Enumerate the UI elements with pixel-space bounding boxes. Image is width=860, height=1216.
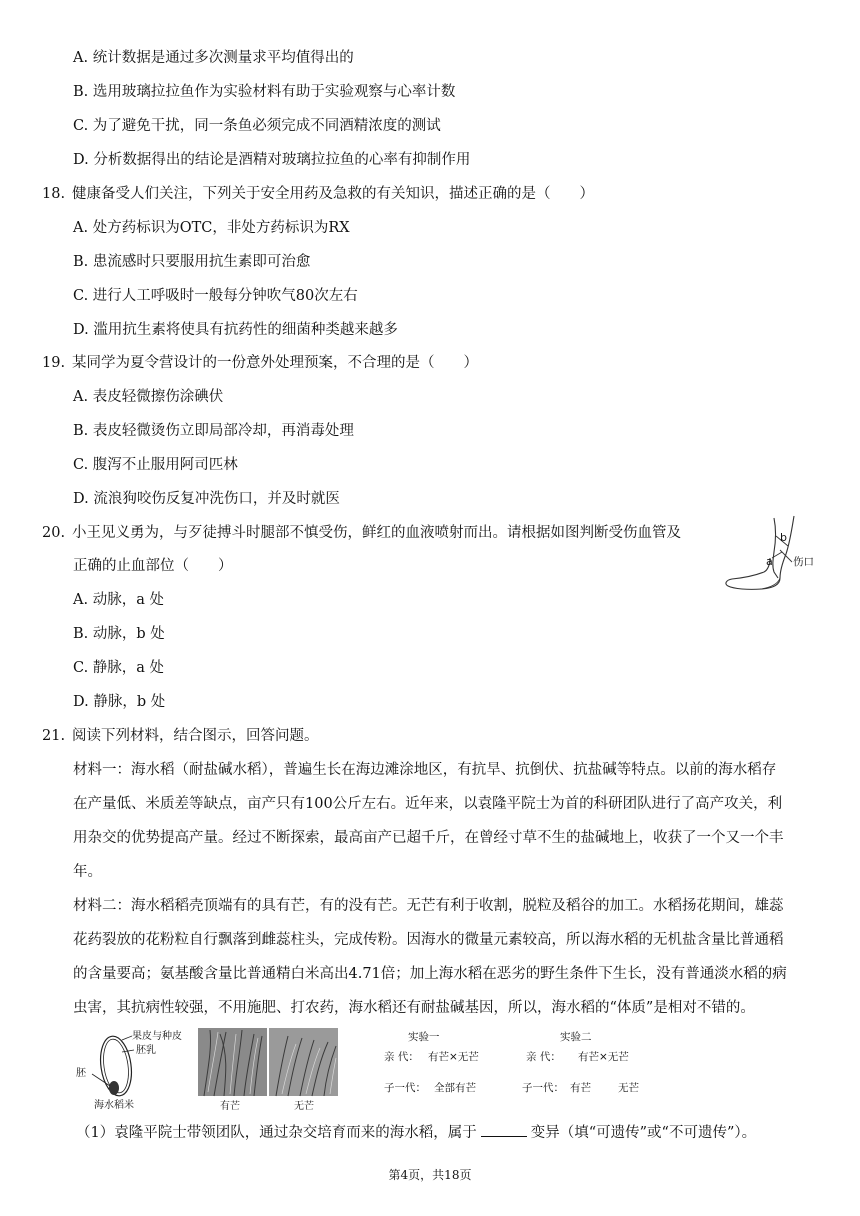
label-endosperm: 胚乳 bbox=[136, 1045, 156, 1056]
exp1-parent-value: 有芒×无芒 bbox=[428, 1051, 479, 1063]
q18-stem-text: 健康备受人们关注，下列关于安全用药及急救的有关知识，描述正确的是（ ） bbox=[72, 186, 594, 202]
q19-option-c: C. 腹泻不止服用阿司匹林 bbox=[73, 457, 238, 473]
q18-option-d: D. 滥用抗生素将使具有抗药性的细菌种类越来越多 bbox=[73, 322, 398, 338]
leg-wound-figure bbox=[722, 512, 822, 594]
q19-option-b: B. 表皮轻微烫伤立即局部冷却，再消毒处理 bbox=[73, 423, 354, 439]
photo-awnless bbox=[269, 1028, 338, 1096]
q18-option-c: C. 进行人工呼吸时一般每分钟吹气80次左右 bbox=[73, 288, 358, 304]
material2-line3: 的含量要高；氨基酸含量比普通精白米高出4.71倍；加上海水稻在恶劣的野生条件下生长，没有普通淡水稻的病 bbox=[73, 966, 787, 982]
page-footer: 第4页，共18页 bbox=[388, 1168, 472, 1182]
exp1-parent-label: 亲 代： bbox=[384, 1051, 419, 1063]
q18-number: 18. bbox=[42, 186, 66, 202]
q20-stem bbox=[42, 523, 681, 543]
material1-line3: 用杂交的优势提高产量。经过不断探索，最高亩产已超千斤，在曾经寸草不生的盐碱地上，收获了一个又一个丰 bbox=[73, 830, 784, 846]
q21-number: 21. bbox=[42, 728, 66, 744]
exp2-child-label: 子一代： bbox=[522, 1082, 564, 1094]
q21-sub1-prefix: （1）袁隆平院士带领团队，通过杂交培育而来的海水稻，属于 bbox=[76, 1125, 477, 1141]
material2-line4: 虫害，其抗病性较强，不用施肥、打农药，海水稻还有耐盐碱基因，所以，海水稻的“体质”是相对不错的。 bbox=[73, 1000, 755, 1016]
q17-option-a: A. 统计数据是通过多次测量求平均值得出的 bbox=[73, 50, 354, 66]
q19-number: 19. bbox=[42, 355, 66, 371]
q18-option-a: A. 处方药标识为OTC，非处方药标识为RX bbox=[73, 220, 350, 236]
q18-stem bbox=[42, 184, 594, 204]
seed-embryo bbox=[109, 1081, 119, 1095]
q21-sub1 bbox=[76, 1122, 756, 1143]
exp2-parent-label: 亲 代： bbox=[526, 1051, 561, 1063]
rice-seed-diagram bbox=[72, 1028, 194, 1112]
q20-stem-line2: 正确的止血部位（ ） bbox=[73, 558, 233, 574]
exp2-child-value1: 有芒 bbox=[570, 1082, 591, 1094]
seed-caption: 海水稻米 bbox=[94, 1100, 134, 1111]
material2-line1: 材料二：海水稻稻壳顶端有的具有芒，有的没有芒。无芒有利于收割，脱粒及稻谷的加工。水稻扬花期间，雄蕊 bbox=[73, 898, 784, 914]
answer-blank[interactable] bbox=[481, 1122, 527, 1137]
exp2-parent-value: 有芒×无芒 bbox=[578, 1051, 629, 1063]
label-pericarp: 果皮与种皮 bbox=[132, 1031, 182, 1042]
q17-option-b: B. 选用玻璃拉拉鱼作为实验材料有助于实验观察与心率计数 bbox=[73, 84, 456, 100]
material1-line2: 在产量低、米质差等缺点，亩产只有100公斤左右。近年来，以袁隆平院士为首的科研团队进行了高产攻关，利 bbox=[73, 796, 783, 812]
material1-line1: 材料一：海水稻（耐盐碱水稻），普遍生长在海边滩涂地区，有抗旱、抗倒伏、抗盐碱等特点。以前的海水稻存 bbox=[73, 762, 777, 778]
q20-option-a: A. 动脉，a 处 bbox=[73, 592, 164, 608]
exp1-child-value: 全部有芒 bbox=[434, 1082, 476, 1094]
q20-stem-line1: 小王见义勇为，与歹徒搏斗时腿部不慎受伤，鲜红的血液喷射而出。请根据如图判断受伤血管及 bbox=[72, 525, 681, 541]
leg-back-outline bbox=[726, 516, 794, 589]
label-a: a bbox=[766, 555, 773, 568]
exp2-title: 实验二 bbox=[560, 1031, 592, 1043]
material1-line4: 年。 bbox=[73, 864, 102, 880]
photo-left-caption: 有芒 bbox=[220, 1101, 240, 1112]
exp1-title: 实验一 bbox=[408, 1031, 440, 1043]
q20-option-d: D. 静脉，b 处 bbox=[73, 694, 166, 710]
pointer-wound bbox=[780, 550, 792, 562]
material2-line2: 花药裂放的花粉粒自行飘落到雌蕊柱头，完成传粉。因海水的微量元素较高，所以海水稻的无机盐含量比普通稻 bbox=[73, 932, 784, 948]
rice-photos bbox=[198, 1028, 338, 1112]
q21-stem-text: 阅读下列材料，结合图示，回答问题。 bbox=[72, 728, 319, 744]
label-wound: 伤口 bbox=[793, 556, 814, 568]
q19-stem-text: 某同学为夏令营设计的一份意外处理预案，不合理的是（ ） bbox=[72, 355, 478, 371]
photo-awned bbox=[198, 1028, 267, 1096]
q20-option-b: B. 动脉，b 处 bbox=[73, 626, 165, 642]
q21-stem bbox=[42, 726, 319, 746]
q17-option-d: D. 分析数据得出的结论是酒精对玻璃拉拉鱼的心率有抑制作用 bbox=[73, 152, 471, 168]
q20-option-c: C. 静脉，a 处 bbox=[73, 660, 165, 676]
exp1-child-label: 子一代： bbox=[384, 1082, 426, 1094]
experiment-table bbox=[382, 1028, 662, 1098]
leg-front-outline bbox=[773, 518, 778, 578]
photo-right-caption: 无芒 bbox=[294, 1101, 314, 1112]
q19-stem bbox=[42, 353, 478, 373]
q19-option-d: D. 流浪狗咬伤反复冲洗伤口，并及时就医 bbox=[73, 491, 340, 507]
q21-sub1-suffix: 变异（填“可遗传”或“不可遗传”）。 bbox=[530, 1125, 757, 1141]
exp2-child-value2: 无芒 bbox=[618, 1082, 639, 1094]
q20-number: 20. bbox=[42, 525, 66, 541]
label-b: b bbox=[780, 531, 787, 544]
q19-option-a: A. 表皮轻微擦伤涂碘伏 bbox=[73, 389, 224, 405]
q17-option-c: C. 为了避免干扰，同一条鱼必须完成不同酒精浓度的测试 bbox=[73, 118, 441, 134]
q18-option-b: B. 患流感时只要服用抗生素即可治愈 bbox=[73, 254, 311, 270]
label-embryo: 胚 bbox=[76, 1068, 86, 1079]
